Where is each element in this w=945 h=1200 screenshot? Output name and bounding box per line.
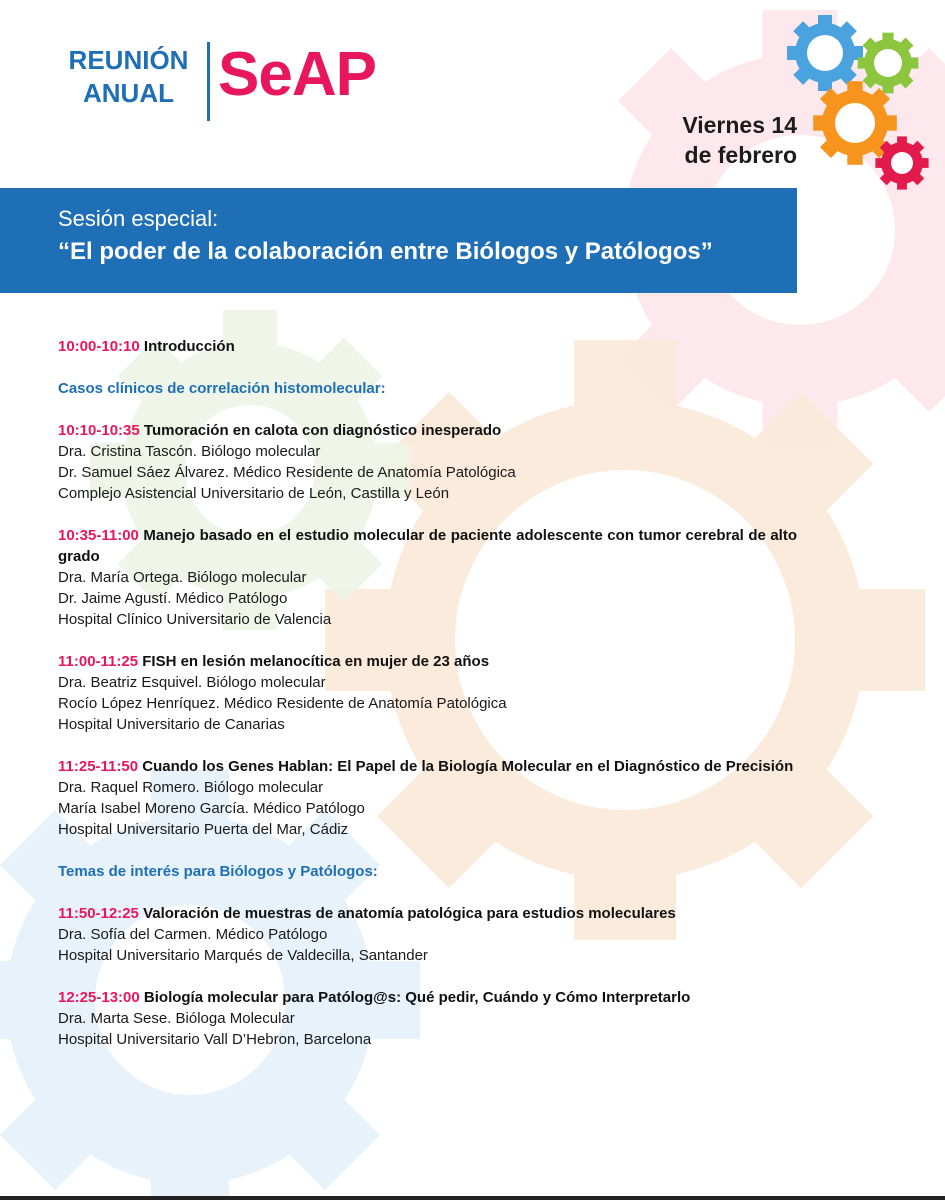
institution-line: Hospital Universitario Vall D’Hebron, Barcelona [58,1031,372,1048]
date-line-2: de febrero [684,142,797,168]
logo-event-label [56,44,201,110]
section-heading: Temas de interés para Biólogos y Patólogos: [58,863,378,880]
logo-brand-text: SeAP [218,40,376,109]
section-heading: Casos clínicos de correlación histomolecular: [58,380,386,397]
logo-divider [207,42,210,121]
institution-line: Hospital Universitario Puerta del Mar, Cádiz [58,821,349,838]
logo-line-1: REUNIÓN [68,45,189,75]
date-line-1: Viernes 14 [682,112,797,138]
item-time: 11:00-11:25 [58,653,139,670]
institution-line: Hospital Universitario de Canarias [58,716,285,733]
item-time: 11:50-12:25 [58,905,139,922]
item-time: 10:00-10:10 [58,338,140,355]
speaker-line: Dra. Sofía del Carmen. Médico Patólogo [58,926,328,943]
item-title: Biología molecular para Patólog@s: Qué pedir, Cuándo y Cómo Interpretarlo [143,989,691,1006]
blue-gear-icon [787,15,863,91]
program-item [58,756,797,840]
bottom-border [0,1196,945,1200]
item-title: Cuando los Genes Hablan: El Papel de la Biología Molecular en el Diagnóstico de Precisión [142,758,794,775]
speaker-line: Dra. Raquel Romero. Biólogo molecular [58,779,324,796]
institution-line: Hospital Universitario Marqués de Valdecilla, Santander [58,947,428,964]
speaker-line: Dra. Marta Sese. Bióloga Molecular [58,1010,295,1027]
item-time: 10:10-10:35 [58,422,140,439]
red-gear-icon [875,136,928,189]
program-item [58,903,797,966]
item-title: FISH en lesión melanocítica en mujer de 23 años [142,653,490,670]
program-item [58,525,797,630]
program-item [58,336,797,357]
speaker-line: Rocío López Henríquez. Médico Residente de Anatomía Patológica [58,695,507,712]
speaker-line: Dr. Samuel Sáez Álvarez. Médico Residente de Anatomía Patológica [58,464,516,481]
item-time: 12:25-13:00 [58,989,140,1006]
item-title: Tumoración en calota con diagnóstico inesperado [143,422,502,439]
banner-subtitle: Sesión especial: [58,206,219,231]
institution-line: Complejo Asistencial Universitario de León, Castilla y León [58,485,450,502]
item-time: 10:35-11:00 [58,527,139,544]
banner-title: “El poder de la colaboración entre Biólogos y Patólogos” [58,238,713,265]
program-item [58,987,797,1050]
item-title: Introducción [143,338,235,355]
item-time: 11:25-11:50 [58,758,139,775]
speaker-line: María Isabel Moreno García. Médico Patólogo [58,800,365,817]
session-banner [0,188,797,293]
institution-line: Hospital Clínico Universitario de Valencia [58,611,332,628]
program-item [58,420,797,504]
speaker-line: Dr. Jaime Agustí. Médico Patólogo [58,590,288,607]
speaker-line: Dra. María Ortega. Biólogo molecular [58,569,307,586]
speaker-line: Dra. Beatriz Esquivel. Biólogo molecular [58,674,326,691]
speaker-line: Dra. Cristina Tascón. Biólogo molecular [58,443,321,460]
item-title: Manejo basado en el estudio molecular de paciente adolescente con tumor cerebral de alto grado [58,527,797,565]
program-schedule [58,336,797,1071]
item-title: Valoración de muestras de anatomía patológica para estudios moleculares [143,905,676,922]
event-date [682,110,797,170]
logo-line-2: ANUAL [83,78,174,108]
green-gear-icon [858,33,919,94]
program-item [58,651,797,735]
